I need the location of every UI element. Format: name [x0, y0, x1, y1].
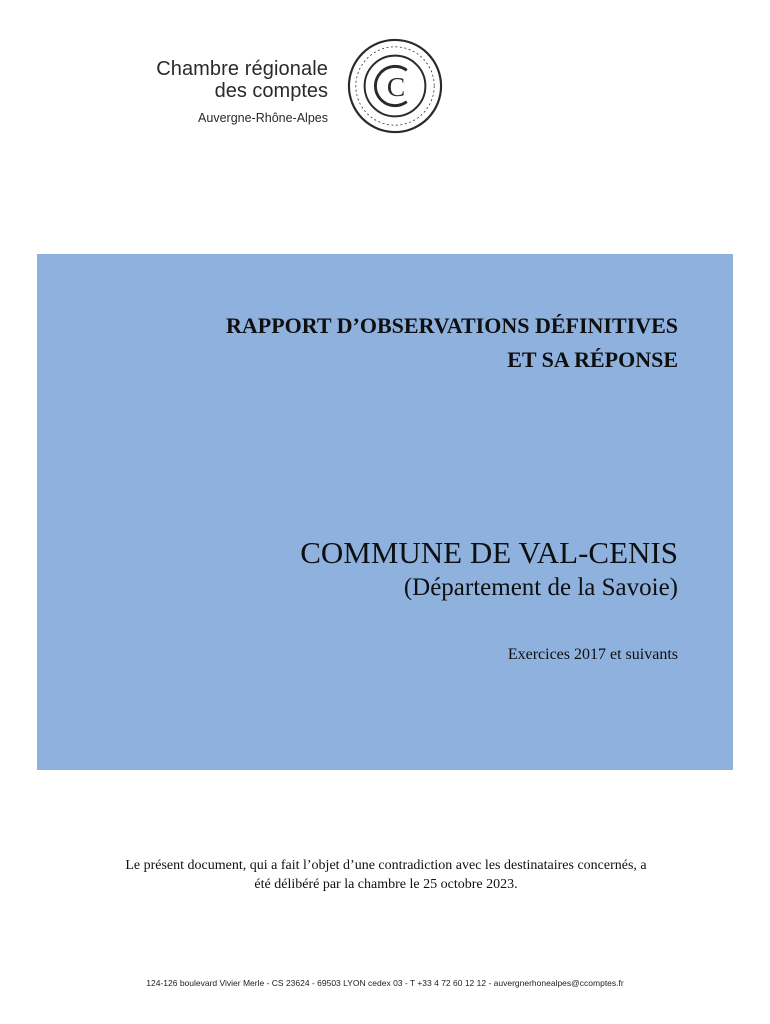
note-line1: Le présent document, qui a fait l’objet d’une contradiction avec les destinataires concernés, a	[125, 858, 647, 873]
deliberation-note	[90, 856, 682, 894]
departement: (Département de la Savoie)	[403, 574, 678, 601]
report-title-line2: ET SA RÉPONSE	[507, 347, 678, 372]
report-title-line1: RAPPORT D’OBSERVATIONS DÉFINITIVES	[226, 313, 678, 338]
commune-name: COMMUNE DE VAL-CENIS	[300, 535, 678, 570]
footer-address: 124-126 boulevard Vivier Merle - CS 23624 - 69503 LYON cedex 03 - T +33 4 72 60 12 12 - auvergnerhonealpes@ccomptes.fr	[146, 978, 624, 988]
note-line2: été délibéré par la chambre le 25 octobre 2023.	[254, 877, 518, 892]
report-title	[226, 309, 678, 377]
logo-wordmark	[0, 58, 328, 126]
logo-line-region: Auvergne-Rhône-Alpes	[198, 111, 328, 125]
exercices: Exercices 2017 et suivants	[507, 646, 678, 663]
ccomptes-seal-icon	[346, 37, 444, 135]
logo-line-comptes: des comptes	[214, 80, 328, 102]
logo-line-chambre: Chambre régionale	[156, 58, 328, 80]
seal-letter: C	[386, 71, 406, 102]
